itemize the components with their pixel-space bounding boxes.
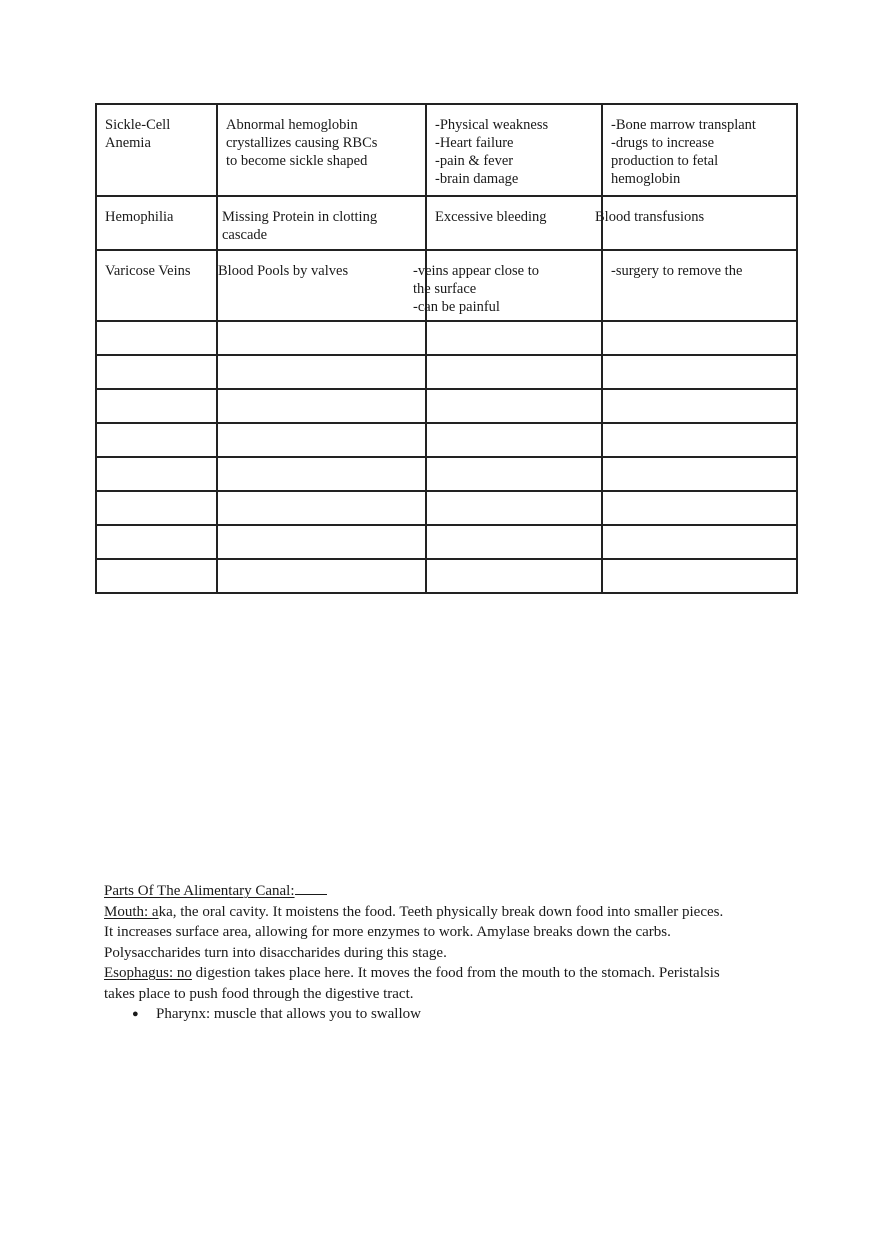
cell-text: Missing Protein in clotting cascade [222, 209, 378, 243]
table-cell-symptoms [426, 196, 602, 250]
empty-table-row [96, 423, 797, 457]
table-cell-cause [217, 196, 426, 250]
disease-table [95, 103, 798, 594]
cell-text: -veins appear close to the surface -can be painful [413, 263, 540, 315]
empty-table-row [96, 559, 797, 593]
table-row [96, 250, 797, 321]
table-cell-symptoms [413, 250, 602, 321]
empty-table-row [96, 355, 797, 389]
heading-underline [295, 882, 327, 895]
cell-text: Sickle-Cell Anemia [105, 117, 171, 151]
table-cell-cause [217, 250, 426, 321]
cell-text: Varicose Veins [105, 263, 191, 279]
table-row [96, 196, 797, 250]
mouth-term: Mouth: a [104, 903, 159, 920]
empty-table-row [96, 525, 797, 559]
empty-table-row [96, 389, 797, 423]
table-cell-symptoms [426, 104, 602, 196]
mouth-paragraph [104, 902, 724, 964]
empty-table-row [96, 491, 797, 525]
cell-text: -surgery to remove the [611, 263, 743, 279]
empty-table-row [96, 321, 797, 355]
notes-section [104, 881, 724, 1025]
esophagus-text: digestion takes place here. It moves the food from the mouth to the stomach. Peristalsis takes place to push food through the digestive tract. [104, 965, 720, 1002]
table-cell-cause [217, 104, 426, 196]
table-cell-disease [96, 104, 217, 196]
table-cell-disease [96, 250, 217, 321]
table-cell-treatment [595, 196, 797, 250]
table-cell-disease [96, 196, 217, 250]
table-cell-treatment [602, 104, 797, 196]
cell-text: -Bone marrow transplant -drugs to increase production to fetal hemoglobin [611, 117, 756, 187]
heading-text: Parts Of The Alimentary Canal: [104, 883, 295, 899]
mouth-text: ka, the oral cavity. It moistens the food. Teeth physically break down food into smaller pieces. It increases surface area, allowing for more enzymes to work. Amylase breaks down the carbs. Polysaccharides turn into disaccharides during this stage. [104, 903, 724, 961]
cell-text: -Physical weakness -Heart failure -pain & fever -brain damage [435, 117, 549, 187]
bullet-list [104, 1004, 724, 1025]
cell-text: Hemophilia [105, 209, 174, 225]
cell-text: Excessive bleeding [435, 209, 547, 225]
bullet-item: ● Pharynx: muscle that allows you to swallow [132, 1004, 724, 1025]
esophagus-paragraph [104, 963, 724, 1004]
esophagus-term: Esophagus: no [104, 965, 192, 981]
table-row [96, 104, 797, 196]
notes-heading [104, 881, 724, 902]
table-cell-treatment [602, 250, 797, 321]
cell-text: Blood Pools by valves [218, 263, 349, 279]
cell-text: Blood transfusions [595, 209, 705, 225]
cell-text: Abnormal hemoglobin crystallizes causing RBCs to become sickle shaped [226, 117, 378, 169]
empty-table-row [96, 457, 797, 491]
